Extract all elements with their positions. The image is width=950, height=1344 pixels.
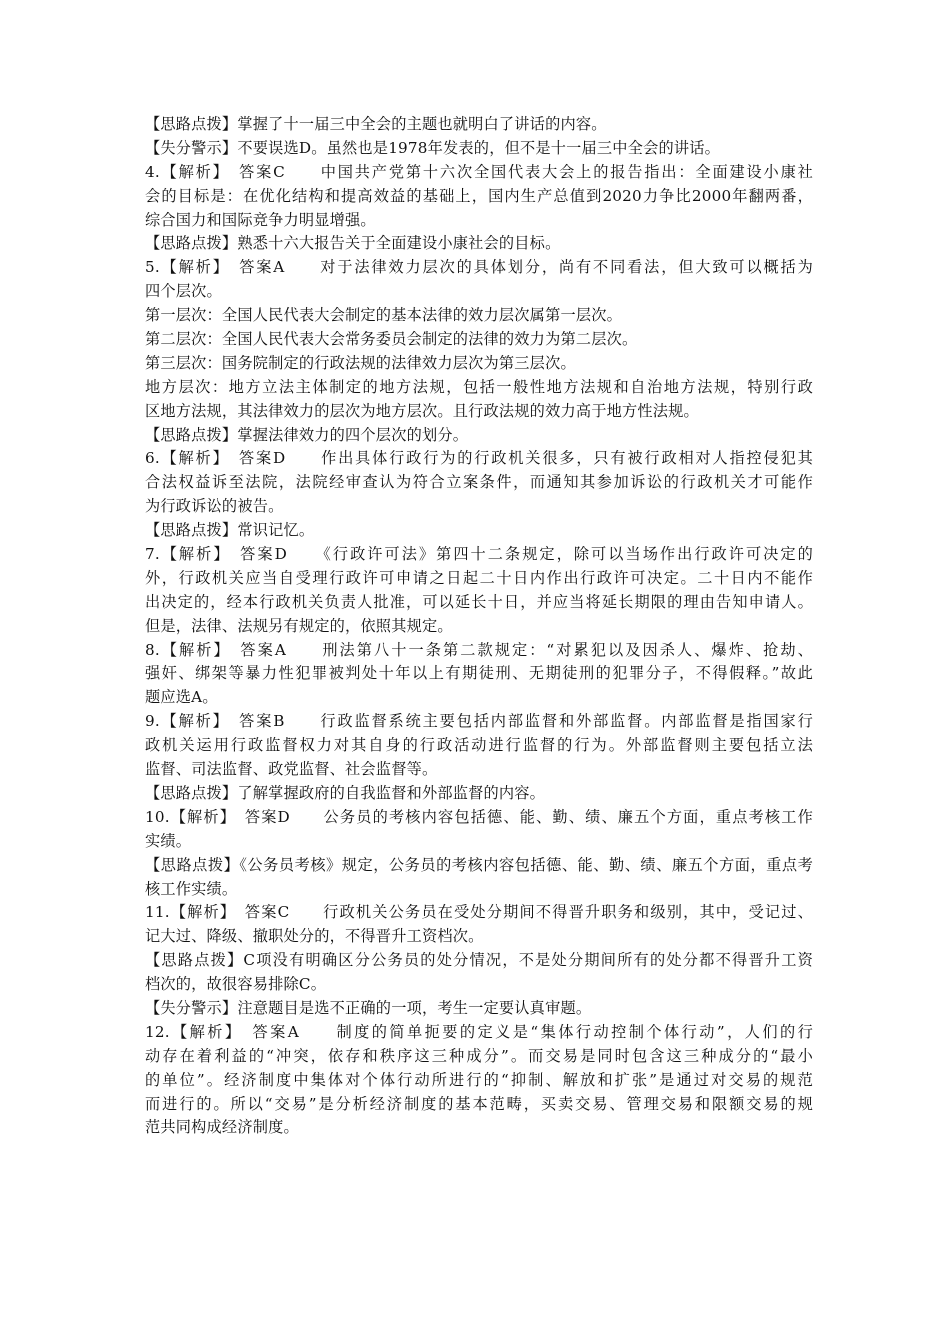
text-line: 强奸、绑架等暴力性犯罪被判处十年以上有期徒刑、无期徒刑的犯罪分子，不得假释。”故此 [145, 664, 813, 683]
text-line: 8.【解析】 答案A 刑法第八十一条第二款规定：“对累犯以及因杀人、爆炸、抢劫、 [145, 640, 813, 659]
text-line: 10.【解析】 答案D 公务员的考核内容包括德、能、勤、绩、廉五个方面，重点考核工作 [145, 807, 813, 826]
text-line: 核工作实绩。 [145, 879, 238, 898]
text-line: 但是，法律、法规另有规定的，依照其规定。 [145, 616, 453, 635]
text-line: 合法权益诉至法院，法院经审查认为符合立案条件，而通知其参加诉讼的行政机关才可能作 [145, 473, 813, 492]
text-line: 【失分警示】注意题目是选不正确的一项，考生一定要认真审题。 [145, 998, 592, 1017]
text-line: 【思路点拨】《公务员考核》规定，公务员的考核内容包括德、能、勤、绩、廉五个方面，重点考 [145, 855, 813, 874]
text-line: 第三层次：国务院制定的行政法规的法律效力层次为第三层次。 [145, 353, 576, 372]
text-line: 档次的，故很容易排除C。 [145, 975, 327, 994]
text-line: 四个层次。 [145, 282, 222, 301]
text-line: 范共同构成经济制度。 [145, 1118, 299, 1137]
text-line: 第一层次：全国人民代表大会制定的基本法律的效力层次属第一层次。 [145, 306, 623, 325]
text-line: 的单位”。经济制度中集体对个体行动所进行的“抑制、解放和扩张”是通过对交易的规范 [145, 1070, 813, 1089]
text-line: 4.【解析】 答案C 中国共产党第十六次全国代表大会上的报告指出：全面建设小康社 [145, 162, 813, 181]
text-line: 【思路点拨】常识记忆。 [145, 521, 315, 540]
text-line: 【思路点拨】C项没有明确区分公务员的处分情况，不是处分期间所有的处分都不得晋升工资 [145, 951, 813, 970]
text-line: 12.【解析】 答案A 制度的简单扼要的定义是“集体行动控制个体行动”，人们的行 [145, 1022, 813, 1041]
text-line: 会的目标是：在优化结构和提高效益的基础上，国内生产总值到2020力争比2000年翻两番， [145, 186, 813, 205]
text-line: 题应选A。 [145, 688, 218, 707]
text-line: 区地方法规，其法律效力的层次为地方层次。且行政法规的效力高于地方性法规。 [145, 401, 699, 420]
text-line: 出决定的，经本行政机关负责人批准，可以延长十日，并应当将延长期限的理由告知申请人。 [145, 592, 813, 611]
text-line: 5.【解析】 答案A 对于法律效力层次的具体划分，尚有不同看法，但大致可以概括为 [145, 258, 813, 277]
text-line: 为行政诉讼的被告。 [145, 497, 284, 516]
text-line: 【失分警示】不要误选D。虽然也是1978年发表的，但不是十一届三中全会的讲话。 [145, 138, 721, 157]
text-line: 动存在着利益的“冲突，依存和秩序这三种成分”。而交易是同时包含这三种成分的“最小 [145, 1046, 813, 1065]
text-line: 【思路点拨】熟悉十六大报告关于全面建设小康社会的目标。 [145, 234, 561, 253]
text-line: 实绩。 [145, 831, 192, 850]
text-line: 外，行政机关应当自受理行政许可申请之日起二十日内作出行政许可决定。二十日内不能作 [145, 568, 813, 587]
text-line: 【思路点拨】掌握法律效力的四个层次的划分。 [145, 425, 469, 444]
text-line: 政机关运用行政监督权力对其自身的行政活动进行监督的行为。外部监督则主要包括立法 [145, 736, 813, 755]
text-line: 监督、司法监督、政党监督、社会监督等。 [145, 760, 438, 779]
text-line: 【思路点拨】掌握了十一届三中全会的主题也就明白了讲话的内容。 [145, 115, 607, 133]
text-line: 7.【解析】 答案D 《行政许可法》第四十二条规定，除可以当场作出行政许可决定的 [145, 545, 813, 564]
text-line: 6.【解析】 答案D 作出具体行政行为的行政机关很多，只有被行政相对人指控侵犯其 [145, 449, 813, 468]
text-line: 第二层次：全国人民代表大会常务委员会制定的法律的效力为第二层次。 [145, 330, 638, 349]
text-line: 【思路点拨】了解掌握政府的自我监督和外部监督的内容。 [145, 783, 546, 802]
text-line: 综合国力和国际竞争力明显增强。 [145, 210, 376, 229]
text-line: 9.【解析】 答案B 行政监督系统主要包括内部监督和外部监督。内部监督是指国家行 [145, 712, 813, 731]
text-line: 11.【解析】 答案C 行政机关公务员在受处分期间不得晋升职务和级别，其中，受记过、 [145, 903, 813, 922]
document-page [145, 113, 813, 1140]
text-line: 记大过、降级、撤职处分的，不得晋升工资档次。 [145, 927, 484, 946]
text-line: 地方层次：地方立法主体制定的地方法规，包括一般性地方法规和自治地方法规，特别行政 [145, 377, 813, 396]
text-line: 而进行的。所以“交易”是分析经济制度的基本范畴，买卖交易、管理交易和限额交易的规 [145, 1094, 813, 1113]
